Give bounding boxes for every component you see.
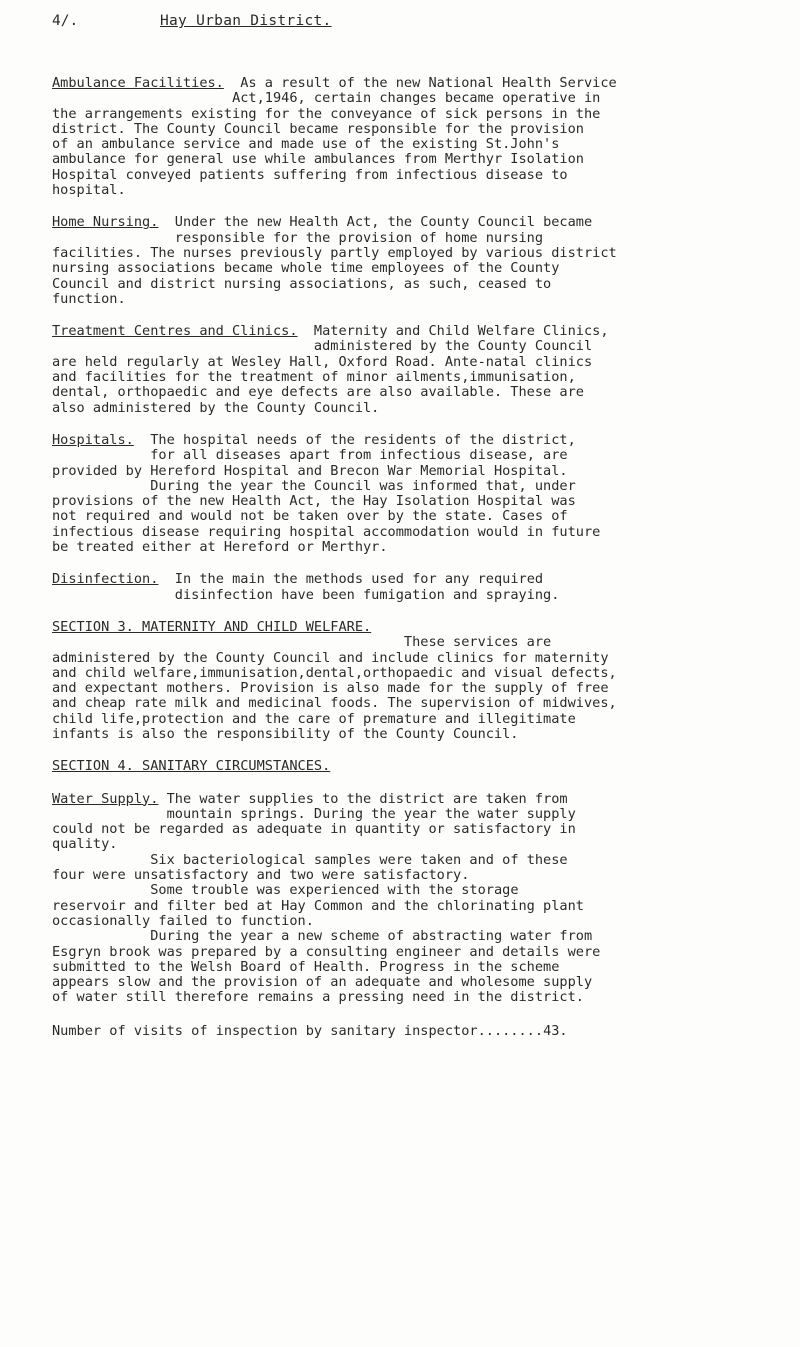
section-3-line-2: administered by the County Council and include clinics for maternity: [52, 649, 609, 666]
page-number: 4/.: [52, 13, 79, 29]
water-line-3: could not be regarded as adequate in quantity or satisfactory in: [52, 821, 576, 838]
ambulance-line-2: Act,1946, certain changes became operative in: [232, 90, 601, 107]
water-supply-paragraph: [52, 792, 760, 1006]
ambulance-line-1: As a result of the new National Health Service: [240, 75, 617, 91]
ambulance-paragraph: [52, 76, 760, 198]
home-nursing-line-4: nursing associations became whole time employees of the County: [52, 260, 560, 277]
treatment-centres-heading: Treatment Centres and Clinics.: [52, 323, 298, 340]
section-3-line-1: These services are: [403, 634, 552, 651]
treatment-centres-paragraph: [52, 324, 760, 416]
section-3-line-7: infants is also the responsibility of the County Council.: [52, 725, 519, 742]
disinfection-line-1: In the main the methods used for any required: [174, 571, 544, 588]
hospitals-line-6: not required and would not be taken over by the state. Cases of: [52, 508, 568, 525]
water-line-2: mountain springs. During the year the water supply: [166, 805, 576, 822]
ambulance-line-6: ambulance for general use while ambulances from Merthyr Isolation: [52, 151, 584, 168]
hospitals-line-8: be treated either at Hereford or Merthyr.: [52, 539, 388, 556]
ambulance-line-7: Hospital conveyed patients suffering from infectious disease to: [52, 166, 568, 183]
section-3-line-4: and expectant mothers. Provision is also made for the supply of free: [52, 680, 609, 697]
water-line-14: of water still therefore remains a pressing need in the district.: [52, 989, 584, 1006]
water-line-12: submitted to the Welsh Board of Health. Progress in the scheme: [52, 958, 560, 975]
inspection-label: Number of visits of inspection by sanitary inspector........: [52, 1022, 544, 1039]
section-4-heading: SECTION 4. SANITARY CIRCUMSTANCES.: [52, 758, 331, 775]
inspection-count-line: [52, 1024, 760, 1039]
treatment-line-3: are held regularly at Wesley Hall, Oxford Road. Ante-natal clinics: [52, 353, 593, 370]
disinfection-line-2: disinfection have been fumigation and spraying.: [174, 586, 560, 603]
section-3-line-6: child life,protection and the care of premature and illegitimate: [52, 710, 576, 727]
inspection-value: 43.: [543, 1022, 568, 1039]
water-line-11: Esgryn brook was prepared by a consulting engineer and details were: [52, 943, 601, 960]
hospitals-line-1: The hospital needs of the residents of the district,: [150, 431, 576, 448]
hospitals-line-3: provided by Hereford Hospital and Brecon War Memorial Hospital.: [52, 462, 568, 479]
treatment-line-6: also administered by the County Council.: [52, 399, 380, 416]
water-line-6: four were unsatisfactory and two were satisfactory.: [52, 867, 470, 884]
ambulance-heading: Ambulance Facilities.: [52, 75, 224, 91]
hospitals-heading: Hospitals.: [52, 431, 134, 448]
water-line-4: quality.: [52, 836, 118, 853]
hospitals-line-2: for all diseases apart from infectious disease, are: [150, 447, 568, 464]
ambulance-line-3: the arrangements existing for the conveyance of sick persons in the: [52, 105, 601, 122]
water-line-5: Six bacteriological samples were taken and of these: [150, 851, 568, 868]
water-line-7: Some trouble was experienced with the storage: [150, 882, 519, 899]
water-line-10: During the year a new scheme of abstracting water from: [150, 928, 593, 945]
treatment-line-5: dental, orthopaedic and eye defects are also available. These are: [52, 384, 584, 401]
section-3-heading: SECTION 3. MATERNITY AND CHILD WELFARE.: [52, 618, 372, 635]
ambulance-line-8: hospital.: [52, 182, 126, 199]
water-line-8: reservoir and filter bed at Hay Common and the chlorinating plant: [52, 897, 584, 914]
home-nursing-line-5: Council and district nursing associations, as such, ceased to: [52, 275, 552, 292]
hospitals-line-5: provisions of the new Health Act, the Hay Isolation Hospital was: [52, 493, 576, 510]
section-3-line-5: and cheap rate milk and medicinal foods. The supervision of midwives,: [52, 695, 617, 712]
page-header: [52, 14, 760, 38]
hospitals-paragraph: [52, 433, 760, 555]
water-line-13: appears slow and the provision of an adequate and wholesome supply: [52, 974, 593, 991]
water-line-1: The water supplies to the district are taken from: [166, 790, 568, 807]
home-nursing-heading: Home Nursing.: [52, 214, 159, 231]
ambulance-line-4: district. The County Council became responsible for the provision: [52, 120, 584, 137]
treatment-line-1: Maternity and Child Welfare Clinics,: [313, 323, 609, 340]
home-nursing-paragraph: [52, 215, 760, 307]
ambulance-line-5: of an ambulance service and made use of the existing St.John's: [52, 136, 560, 153]
hospitals-line-7: infectious disease requiring hospital accommodation would in future: [52, 523, 601, 540]
disinfection-paragraph: [52, 572, 760, 603]
water-supply-heading: Water Supply.: [52, 790, 159, 807]
disinfection-heading: Disinfection.: [52, 571, 159, 588]
section-3-line-3: and child welfare,immunisation,dental,orthopaedic and visual defects,: [52, 664, 617, 681]
home-nursing-line-1: Under the new Health Act, the County Council became: [174, 214, 593, 231]
section-4-paragraph: [52, 759, 760, 774]
treatment-line-2: administered by the County Council: [313, 338, 593, 355]
water-line-9: occasionally failed to function.: [52, 912, 314, 929]
hospitals-line-4: During the year the Council was informed that, under: [150, 477, 576, 494]
treatment-line-4: and facilities for the treatment of minor ailments,immunisation,: [52, 369, 576, 386]
home-nursing-line-2: responsible for the provision of home nursing: [174, 229, 544, 246]
home-nursing-line-3: facilities. The nurses previously partly employed by various district: [52, 244, 617, 261]
district-title: Hay Urban District.: [160, 13, 332, 29]
section-3-paragraph: [52, 620, 760, 742]
home-nursing-line-6: function.: [52, 290, 126, 307]
